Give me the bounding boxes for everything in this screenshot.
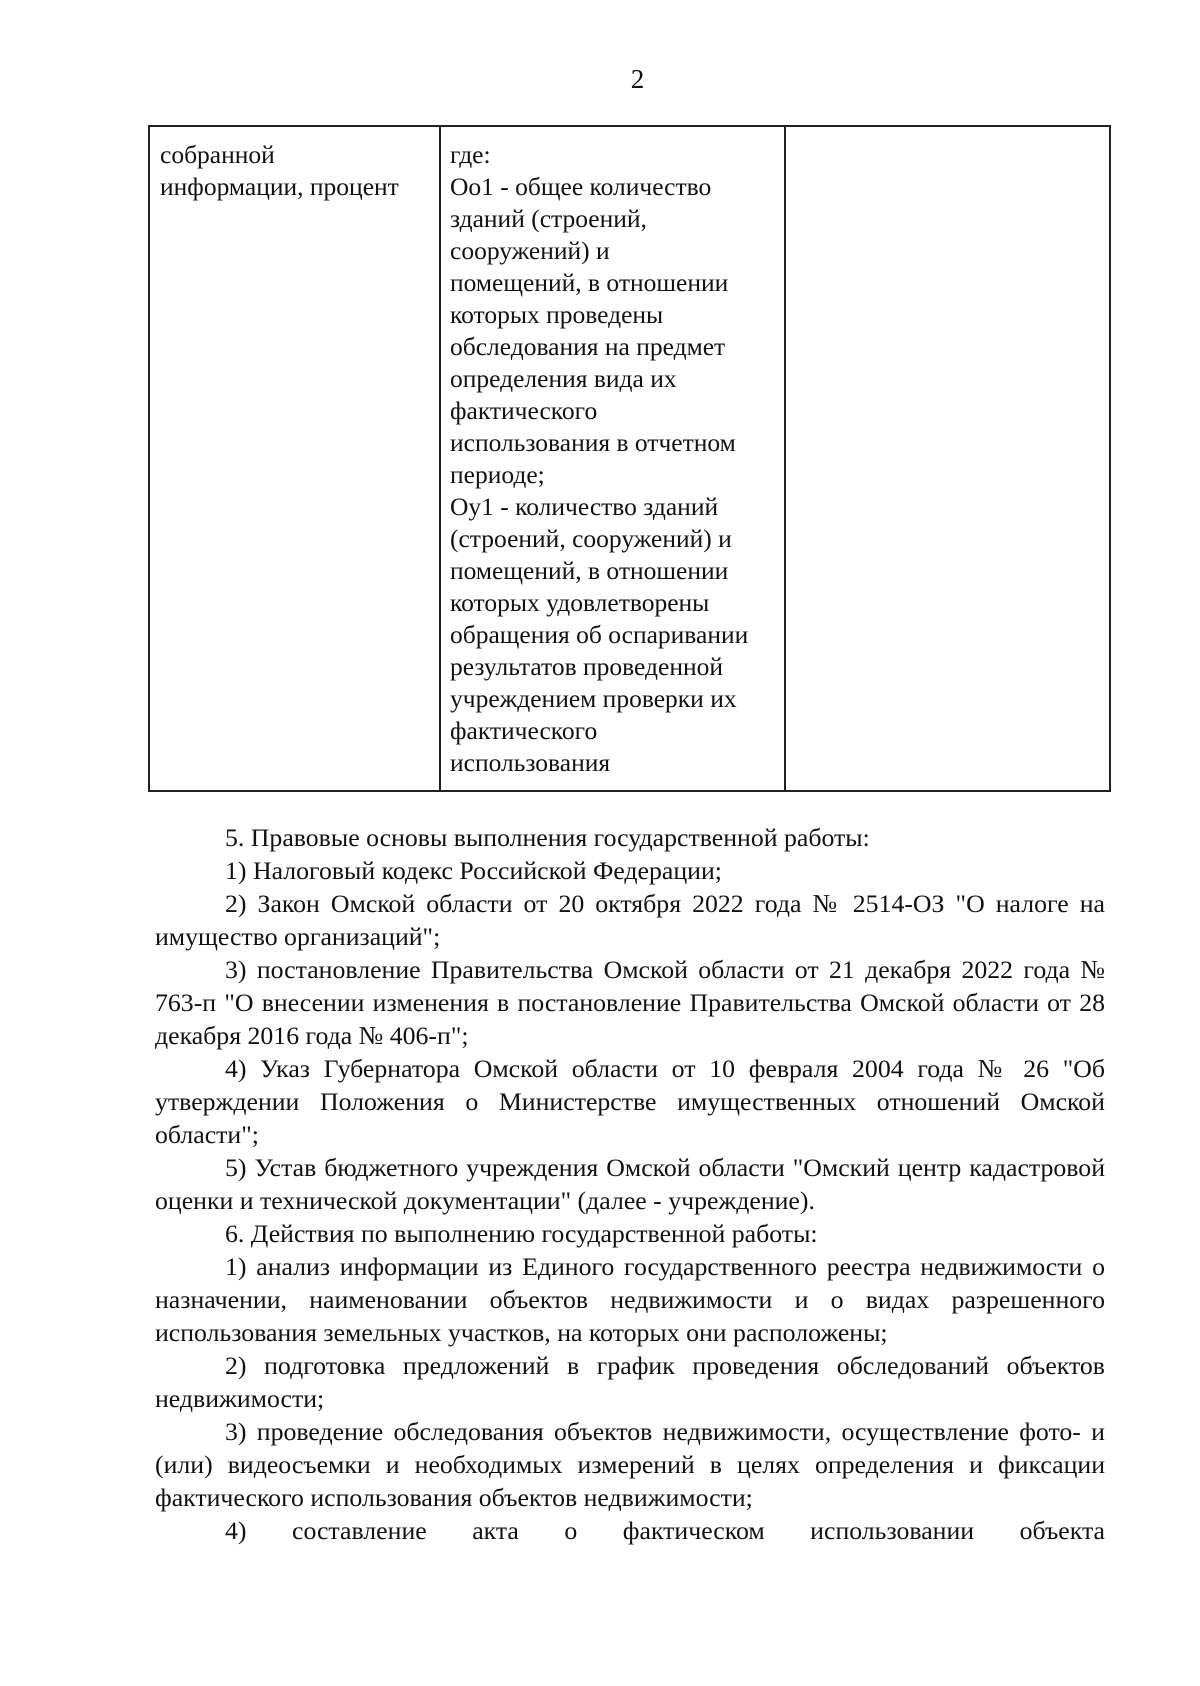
formula-description-line: сооружений) и bbox=[450, 236, 610, 265]
formula-description-line: зданий (строений, bbox=[450, 204, 647, 233]
table-cell-formula-description bbox=[441, 127, 786, 790]
formula-description-line: фактического bbox=[450, 716, 598, 745]
indicator-table bbox=[148, 125, 1111, 792]
paragraph-legal-basis-4: 4) Указ Губернатора Омской области от 10 февраля 2004 года № 26 "Об утверждении Положения о Министерстве имущественных отношений Омской области"; bbox=[155, 1054, 1105, 1149]
paragraph-legal-basis-1: 1) Налоговый кодекс Российской Федерации; bbox=[225, 856, 722, 885]
paragraph-action-1: 1) анализ информации из Единого государственного реестра недвижимости о назначении, наименовании объектов недвижимости и о видах разрешенного использования земельных участков, на которых они расположены; bbox=[155, 1252, 1105, 1347]
paragraph-legal-basis-3: 3) постановление Правительства Омской области от 21 декабря 2022 года № 763-п "О внесении изменения в постановление Правительства Омской области от 28 декабря 2016 года № 406-п"; bbox=[155, 955, 1105, 1050]
table-cell-empty bbox=[786, 127, 1109, 790]
paragraph-section-6-heading: 6. Действия по выполнению государственной работы: bbox=[225, 1219, 818, 1248]
formula-description-line: определения вида их bbox=[450, 364, 677, 393]
formula-description-line: которых удовлетворены bbox=[450, 588, 710, 617]
paragraph-action-2: 2) подготовка предложений в график проведения обследований объектов недвижимости; bbox=[155, 1351, 1105, 1413]
paragraph-legal-basis-5: 5) Устав бюджетного учреждения Омской области "Омский центр кадастровой оценки и технической документации" (далее - учреждение). bbox=[155, 1153, 1105, 1215]
formula-description-line: результатов проведенной bbox=[450, 652, 724, 681]
formula-description-line: которых проведены bbox=[450, 300, 664, 329]
document-body bbox=[155, 821, 1105, 1547]
formula-description-line: (строений, сооружений) и bbox=[450, 524, 732, 553]
formula-description-line: помещений, в отношении bbox=[450, 268, 729, 297]
paragraph-section-5-heading: 5. Правовые основы выполнения государственной работы: bbox=[225, 823, 870, 852]
indicator-name-line: собранной bbox=[160, 140, 275, 169]
formula-description-line: использования в отчетном bbox=[450, 428, 736, 457]
formula-description-line: использования bbox=[450, 748, 611, 777]
formula-description-line: где: bbox=[450, 140, 491, 169]
page-number: 2 bbox=[630, 64, 645, 94]
paragraph-legal-basis-2: 2) Закон Омской области от 20 октября 2022 года № 2514-ОЗ "О налоге на имущество организаций"; bbox=[155, 889, 1105, 951]
indicator-name-line: информации, процент bbox=[160, 172, 399, 201]
formula-description-line: учреждением проверки их bbox=[450, 684, 737, 713]
formula-description-line: обращения об оспаривании bbox=[450, 620, 749, 649]
formula-description-line: помещений, в отношении bbox=[450, 556, 729, 585]
formula-description-line: фактического bbox=[450, 396, 598, 425]
formula-description-line: обследования на предмет bbox=[450, 332, 726, 361]
formula-description-line: Оу1 - количество зданий bbox=[450, 492, 719, 521]
formula-description-line: периоде; bbox=[450, 460, 545, 489]
paragraph-action-3: 3) проведение обследования объектов недвижимости, осуществление фото- и (или) видеосъемки и необходимых измерений в целях определения и фиксации фактического использования объектов недвижимости; bbox=[155, 1417, 1105, 1512]
paragraph-action-4: 4) составление акта о фактическом использовании объекта bbox=[225, 1516, 1105, 1545]
table-cell-indicator-name bbox=[150, 127, 441, 790]
formula-description-line: Оо1 - общее количество bbox=[450, 172, 712, 201]
